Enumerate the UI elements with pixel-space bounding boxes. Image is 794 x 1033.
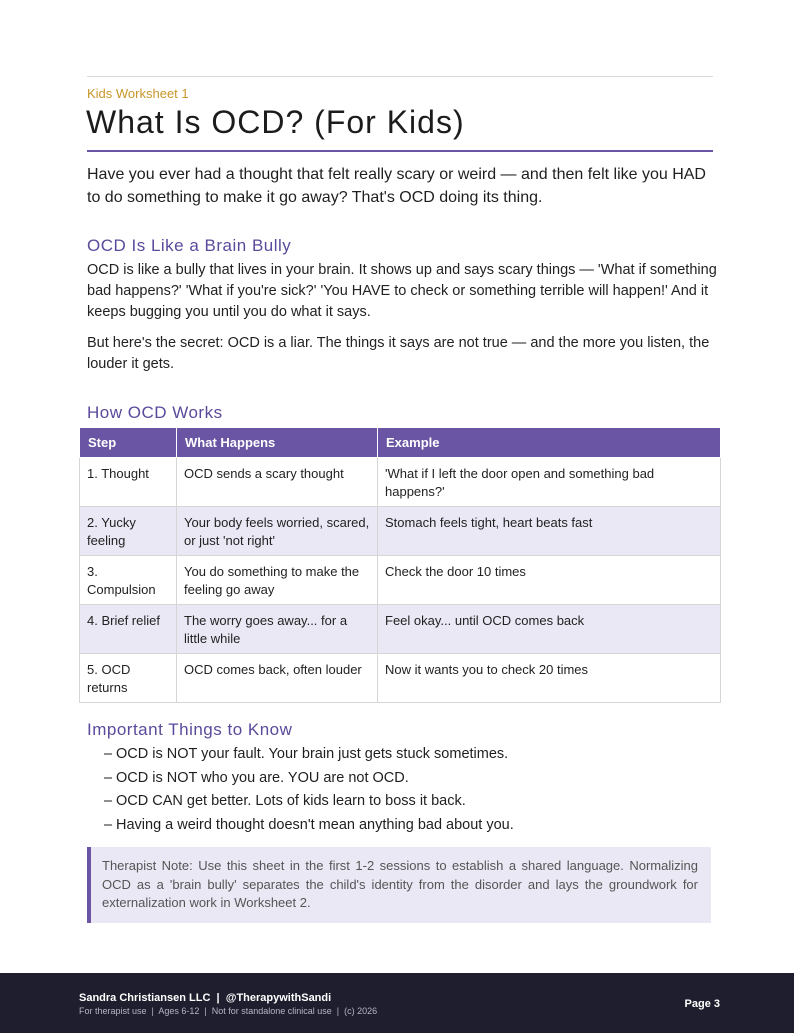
table-cell: 5. OCD returns xyxy=(80,654,177,703)
table-cell: Your body feels worried, scared, or just 'not right' xyxy=(177,507,378,556)
table-row xyxy=(80,654,721,703)
table-row xyxy=(80,507,721,556)
ocd-steps-table xyxy=(79,427,721,703)
title-rule xyxy=(87,150,713,152)
dash-bullet: – xyxy=(104,793,113,809)
section-heading-works: How OCD Works xyxy=(87,403,223,422)
table-cell: OCD comes back, often louder xyxy=(177,654,378,703)
list-item xyxy=(104,744,514,768)
list-item-text: OCD is NOT who you are. YOU are not OCD. xyxy=(116,769,409,786)
bully-paragraph-2: But here's the secret: OCD is a liar. The things it says are not true — and the more you listen, the louder it gets. xyxy=(87,335,710,372)
therapist-note-box xyxy=(87,847,711,923)
list-item xyxy=(104,791,514,815)
table-cell: 3. Compulsion xyxy=(80,556,177,605)
list-item-text: Having a weird thought doesn't mean anything bad about you. xyxy=(116,816,514,833)
therapist-note-text: Therapist Note: Use this sheet in the first 1-2 sessions to establish a shared language. Normalizing OCD as a 'brain bully' separates the child's identity from the disorder and lays the groundwork for externalization work in Worksheet 2. xyxy=(102,858,698,910)
footer-brand: Sandra Christiansen LLC | @TherapywithSandi xyxy=(79,992,332,1004)
page-footer xyxy=(0,973,794,1033)
table-cell: 1. Thought xyxy=(80,458,177,507)
column-header-step: Step xyxy=(80,428,177,458)
list-item-text: OCD is NOT your fault. Your brain just gets stuck sometimes. xyxy=(116,746,509,762)
table-cell: Feel okay... until OCD comes back xyxy=(378,605,721,654)
table-cell: Stomach feels tight, heart beats fast xyxy=(378,507,721,556)
top-rule xyxy=(87,76,713,77)
intro-paragraph: Have you ever had a thought that felt really scary or weird — and then felt like you HAD to do something to make it go away? That's OCD doing its thing. xyxy=(87,166,706,206)
table-row xyxy=(80,556,721,605)
important-things-list xyxy=(104,744,514,838)
table-row xyxy=(80,605,721,654)
worksheet-kicker: Kids Worksheet 1 xyxy=(87,86,189,101)
table-cell: 2. Yucky feeling xyxy=(80,507,177,556)
table-cell: Now it wants you to check 20 times xyxy=(378,654,721,703)
list-item xyxy=(104,815,514,839)
table-cell: Check the door 10 times xyxy=(378,556,721,605)
dash-bullet: – xyxy=(104,746,113,762)
column-header-example: Example xyxy=(378,428,721,458)
list-item xyxy=(104,768,514,792)
table-row xyxy=(80,458,721,507)
table-header-row xyxy=(80,428,721,458)
table-cell: You do something to make the feeling go away xyxy=(177,556,378,605)
page-title: What Is OCD? (For Kids) xyxy=(86,104,465,140)
section-heading-know: Important Things to Know xyxy=(87,720,293,739)
footer-meta: For therapist use | Ages 6-12 | Not for standalone clinical use | (c) 2026 xyxy=(79,1006,378,1016)
column-header-what-happens: What Happens xyxy=(177,428,378,458)
table-cell: The worry goes away... for a little while xyxy=(177,605,378,654)
bully-paragraph-1: OCD is like a bully that lives in your brain. It shows up and says scary things — 'What if something bad happens?' 'What if you're sick?' 'You HAVE to check or something terrible will happen!' And it keeps bugging you until you do what it says. xyxy=(87,262,717,320)
list-item-text: OCD CAN get better. Lots of kids learn to boss it back. xyxy=(116,793,466,809)
dash-bullet: – xyxy=(104,769,113,786)
section-heading-bully: OCD Is Like a Brain Bully xyxy=(87,236,292,255)
dash-bullet: – xyxy=(104,816,113,833)
table-cell: OCD sends a scary thought xyxy=(177,458,378,507)
table-cell: 4. Brief relief xyxy=(80,605,177,654)
table-cell: 'What if I left the door open and something bad happens?' xyxy=(378,458,721,507)
page-number: Page 3 xyxy=(684,998,720,1010)
